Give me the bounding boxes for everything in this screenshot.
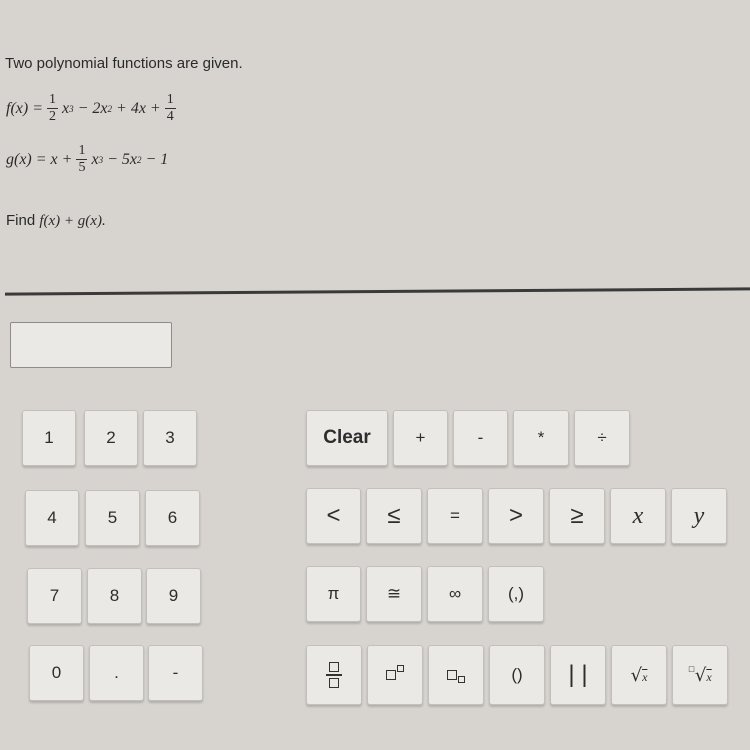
subscript-icon: [447, 665, 465, 685]
key-parentheses[interactable]: (): [489, 645, 545, 705]
f-coef-den: 2: [49, 109, 56, 124]
key-minus[interactable]: -: [453, 410, 508, 466]
key-0[interactable]: 0: [29, 645, 84, 701]
key-2[interactable]: 2: [84, 410, 138, 466]
key-1[interactable]: 1: [22, 410, 76, 466]
g-coef-fraction: [76, 143, 87, 176]
key-ordered-pair[interactable]: (,): [488, 566, 544, 622]
key-nth-root[interactable]: [672, 645, 728, 705]
key-8[interactable]: 8: [87, 568, 142, 624]
key-variable-x[interactable]: [610, 488, 666, 544]
key-decimal[interactable]: .: [89, 645, 144, 701]
key-less-equal[interactable]: ≤: [366, 488, 422, 544]
divider: [5, 287, 750, 295]
key-9[interactable]: 9: [146, 568, 201, 624]
key-5[interactable]: 5: [85, 490, 140, 546]
g-coef-den: 5: [78, 160, 86, 175]
key-negative[interactable]: -: [148, 645, 203, 701]
key-congruent[interactable]: ≅: [366, 566, 422, 622]
variable-x-label: x: [632, 502, 644, 529]
equation-f: [6, 92, 180, 125]
clear-button[interactable]: Clear: [306, 410, 388, 466]
key-superscript[interactable]: [367, 645, 423, 705]
f-term3: + 4x +: [116, 99, 161, 117]
problem-prompt: Two polynomial functions are given.: [5, 55, 243, 72]
key-greater-than[interactable]: >: [488, 488, 544, 544]
f-term1: x: [62, 99, 70, 117]
f-const-den: 4: [166, 109, 174, 124]
f-coef-fraction: [47, 92, 58, 125]
key-subscript[interactable]: [428, 645, 484, 705]
g-lhs: g(x) = x +: [6, 150, 73, 168]
key-absolute-value[interactable]: | |: [550, 645, 606, 705]
g-coef-num: 1: [78, 143, 86, 158]
g-term1: x: [91, 150, 99, 168]
key-7[interactable]: 7: [27, 568, 82, 624]
f-lhs: f(x) =: [6, 99, 43, 117]
key-multiply[interactable]: *: [513, 410, 569, 466]
find-instruction: [6, 212, 106, 230]
key-pi[interactable]: π: [306, 566, 361, 622]
key-3[interactable]: 3: [143, 410, 197, 466]
key-divide[interactable]: ÷: [574, 410, 630, 466]
superscript-icon: [386, 665, 404, 685]
key-variable-y[interactable]: [671, 488, 727, 544]
f-coef-num: 1: [49, 92, 56, 107]
key-square-root[interactable]: [611, 645, 667, 705]
key-equals[interactable]: =: [427, 488, 483, 544]
variable-y-label: y: [693, 502, 705, 529]
find-prefix: Find: [6, 212, 36, 229]
key-4[interactable]: 4: [25, 490, 79, 546]
g-term2: − 5x: [107, 150, 137, 168]
square-root-icon: √x: [630, 664, 648, 686]
key-6[interactable]: 6: [145, 490, 200, 546]
f-term2-exp: 2: [107, 103, 113, 114]
key-less-than[interactable]: <: [306, 488, 361, 544]
key-plus[interactable]: +: [393, 410, 448, 466]
fraction-icon: [326, 662, 342, 688]
f-term2: − 2x: [77, 99, 108, 117]
f-const-num: 1: [166, 92, 174, 107]
nth-root-icon: □√x: [688, 664, 712, 686]
f-const-fraction: [165, 92, 176, 125]
g-term1-exp: 3: [98, 154, 104, 165]
key-greater-equal[interactable]: ≥: [549, 488, 605, 544]
answer-input[interactable]: [10, 322, 172, 368]
g-term2-exp: 2: [136, 154, 142, 165]
key-infinity[interactable]: ∞: [427, 566, 483, 622]
key-fraction[interactable]: [306, 645, 362, 705]
equation-g: [6, 143, 168, 176]
find-expression: f(x) + g(x).: [39, 213, 106, 229]
g-term3: − 1: [145, 150, 169, 168]
f-term1-exp: 3: [69, 103, 74, 114]
